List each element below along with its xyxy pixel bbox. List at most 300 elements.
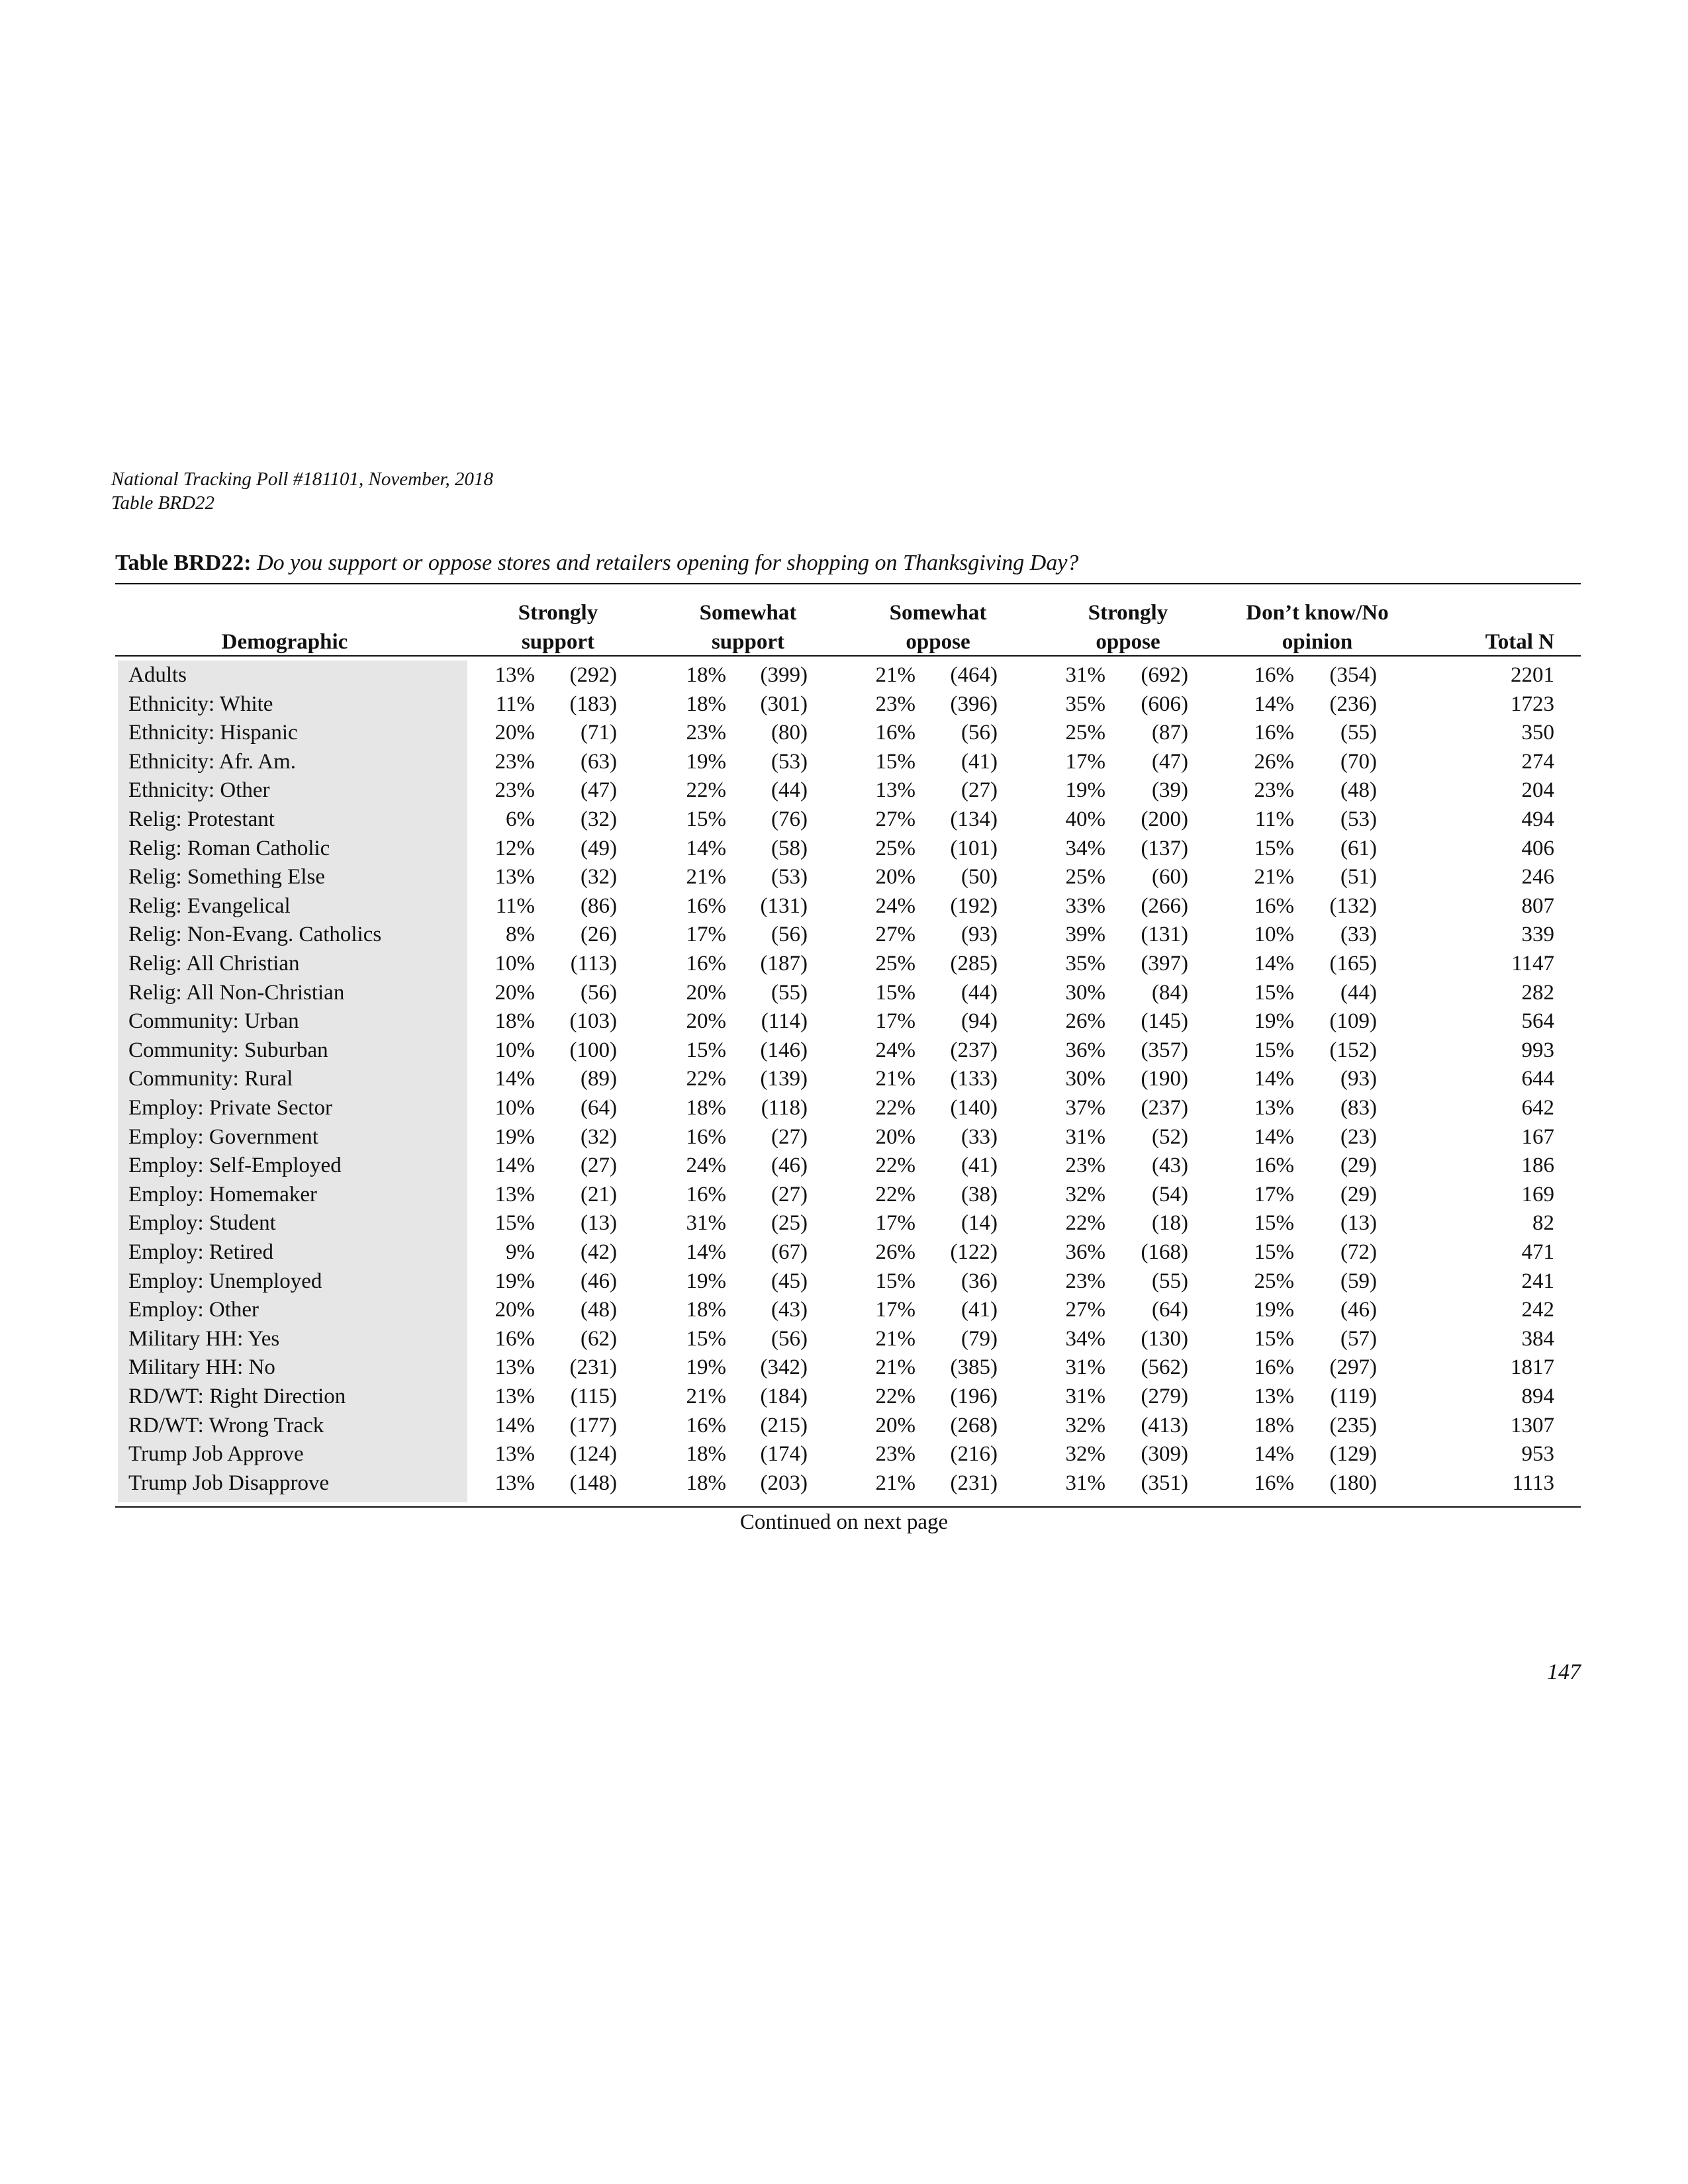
cell-total-n: 494 [1521, 807, 1554, 831]
cell-percent: 21% [1254, 865, 1294, 889]
cell-percent: 35% [1065, 692, 1105, 716]
demographic-label: Relig: Evangelical [128, 893, 291, 918]
cell-count: (56) [961, 721, 998, 745]
cell-count: (80) [771, 721, 808, 745]
cell-count: (39) [1152, 778, 1188, 803]
cell-percent: 14% [686, 1240, 726, 1264]
cell-percent: 13% [1254, 1096, 1294, 1120]
cell-count: (32) [581, 807, 617, 831]
table-row [0, 1324, 1688, 1353]
cell-percent: 11% [495, 893, 535, 918]
cell-total-n: 1113 [1512, 1471, 1554, 1495]
cell-total-n: 642 [1521, 1096, 1554, 1120]
cell-percent: 15% [875, 749, 915, 774]
cell-percent: 25% [1065, 721, 1105, 745]
cell-count: (79) [961, 1326, 998, 1351]
cell-count: (301) [760, 692, 808, 716]
demographic-label: Relig: Non-Evang. Catholics [128, 923, 382, 947]
cell-count: (27) [581, 1154, 617, 1178]
cell-percent: 11% [495, 692, 535, 716]
cell-percent: 30% [1065, 980, 1105, 1005]
cell-percent: 22% [875, 1154, 915, 1178]
cell-count: (26) [581, 923, 617, 947]
cell-percent: 16% [1254, 663, 1294, 687]
cell-count: (67) [771, 1240, 808, 1264]
table-caption-label: Table BRD22: [115, 551, 252, 575]
cell-count: (76) [771, 807, 808, 831]
cell-percent: 20% [686, 980, 726, 1005]
cell-percent: 21% [686, 865, 726, 889]
cell-percent: 16% [1254, 1355, 1294, 1380]
demographic-label: Employ: Retired [128, 1240, 274, 1264]
cell-percent: 31% [1065, 663, 1105, 687]
cell-count: (268) [950, 1413, 998, 1437]
table-top-rule [115, 583, 1581, 584]
cell-count: (237) [1141, 1096, 1188, 1120]
cell-percent: 10% [1254, 923, 1294, 947]
cell-percent: 39% [1065, 923, 1105, 947]
cell-percent: 27% [875, 807, 915, 831]
cell-percent: 14% [1254, 1124, 1294, 1149]
cell-count: (266) [1141, 893, 1188, 918]
cell-percent: 13% [494, 663, 535, 687]
cell-count: (180) [1329, 1471, 1377, 1495]
cell-percent: 32% [1065, 1442, 1105, 1467]
cell-total-n: 242 [1521, 1298, 1554, 1322]
cell-count: (413) [1141, 1413, 1188, 1437]
demographic-label: Relig: Roman Catholic [128, 836, 330, 860]
cell-percent: 14% [1254, 952, 1294, 976]
cell-count: (692) [1141, 663, 1188, 687]
cell-count: (48) [1340, 778, 1377, 803]
cell-count: (101) [950, 836, 998, 860]
cell-total-n: 204 [1521, 778, 1554, 803]
cell-percent: 35% [1065, 952, 1105, 976]
cell-percent: 15% [875, 1269, 915, 1293]
cell-percent: 16% [1254, 893, 1294, 918]
cell-count: (59) [1340, 1269, 1377, 1293]
cell-percent: 20% [686, 1009, 726, 1034]
cell-percent: 17% [875, 1298, 915, 1322]
cell-percent: 18% [686, 1096, 726, 1120]
table-row [0, 1267, 1688, 1296]
cell-percent: 13% [494, 1182, 535, 1206]
cell-percent: 17% [686, 923, 726, 947]
cell-percent: 10% [494, 1096, 535, 1120]
cell-percent: 18% [686, 1471, 726, 1495]
table-row [0, 1151, 1688, 1180]
demographic-label: Employ: Government [128, 1124, 318, 1149]
cell-count: (285) [950, 952, 998, 976]
cell-total-n: 274 [1521, 749, 1554, 774]
demographic-label: Adults [128, 663, 187, 687]
cell-count: (100) [569, 1038, 617, 1062]
table-row [0, 1411, 1688, 1440]
table-row [0, 776, 1688, 805]
cell-count: (137) [1141, 836, 1188, 860]
cell-percent: 13% [494, 1355, 535, 1380]
cell-percent: 19% [686, 749, 726, 774]
cell-count: (200) [1141, 807, 1188, 831]
cell-percent: 27% [1065, 1298, 1105, 1322]
cell-count: (397) [1141, 952, 1188, 976]
cell-total-n: 894 [1521, 1385, 1554, 1408]
cell-percent: 22% [875, 1096, 915, 1120]
page-number: 147 [1547, 1660, 1581, 1684]
cell-percent: 26% [875, 1240, 915, 1264]
cell-count: (29) [1340, 1154, 1377, 1178]
demographic-label: Trump Job Disapprove [128, 1471, 330, 1495]
running-header-title: National Tracking Poll #181101, November, 2018 [111, 469, 494, 490]
cell-count: (279) [1141, 1385, 1188, 1408]
cell-count: (183) [569, 692, 617, 716]
cell-percent: 10% [494, 1038, 535, 1062]
cell-percent: 13% [875, 778, 915, 803]
demographic-label: Community: Rural [128, 1067, 293, 1091]
cell-total-n: 246 [1521, 865, 1554, 889]
demographic-label: RD/WT: Wrong Track [128, 1413, 324, 1437]
cell-count: (357) [1141, 1038, 1188, 1062]
cell-percent: 20% [875, 1413, 915, 1437]
cell-percent: 13% [494, 1385, 535, 1408]
cell-percent: 17% [1065, 749, 1105, 774]
cell-count: (53) [771, 865, 808, 889]
cell-count: (18) [1152, 1211, 1188, 1236]
cell-percent: 31% [686, 1211, 726, 1236]
table-row [0, 1382, 1688, 1411]
cell-count: (25) [771, 1211, 808, 1236]
table-row [0, 690, 1688, 719]
cell-percent: 18% [686, 663, 726, 687]
cell-count: (49) [581, 836, 617, 860]
cell-count: (23) [1340, 1124, 1377, 1149]
cell-count: (177) [569, 1413, 617, 1437]
cell-count: (84) [1152, 980, 1188, 1005]
cell-percent: 37% [1065, 1096, 1105, 1120]
table-row [0, 1093, 1688, 1122]
cell-percent: 17% [875, 1211, 915, 1236]
cell-count: (63) [581, 749, 617, 774]
cell-count: (235) [1329, 1413, 1377, 1437]
cell-percent: 18% [686, 1442, 726, 1467]
cell-percent: 16% [1254, 1154, 1294, 1178]
cell-count: (140) [950, 1096, 998, 1120]
cell-total-n: 1723 [1511, 692, 1554, 716]
cell-count: (192) [950, 893, 998, 918]
cell-count: (45) [771, 1269, 808, 1293]
cell-count: (133) [950, 1067, 998, 1091]
cell-total-n: 1147 [1511, 952, 1554, 976]
cell-count: (13) [581, 1211, 617, 1236]
cell-count: (464) [950, 663, 998, 687]
cell-percent: 22% [1065, 1211, 1105, 1236]
cell-count: (64) [1152, 1298, 1188, 1322]
cell-percent: 15% [1254, 1240, 1294, 1264]
cell-count: (165) [1329, 952, 1377, 976]
cell-count: (58) [771, 836, 808, 860]
cell-percent: 36% [1065, 1240, 1105, 1264]
cell-count: (562) [1141, 1355, 1188, 1380]
cell-percent: 23% [875, 1442, 915, 1467]
cell-count: (83) [1340, 1096, 1377, 1120]
cell-count: (342) [760, 1355, 808, 1380]
cell-count: (46) [1340, 1298, 1377, 1322]
cell-percent: 22% [875, 1385, 915, 1408]
cell-count: (61) [1340, 836, 1377, 860]
cell-count: (146) [760, 1038, 808, 1062]
demographic-label: Ethnicity: Afr. Am. [128, 749, 296, 774]
cell-count: (124) [569, 1442, 617, 1467]
cell-count: (231) [569, 1355, 617, 1380]
cell-percent: 40% [1065, 807, 1105, 831]
cell-count: (56) [771, 923, 808, 947]
table-row [0, 862, 1688, 891]
cell-percent: 10% [494, 952, 535, 976]
cell-percent: 13% [494, 1471, 535, 1495]
cell-percent: 32% [1065, 1182, 1105, 1206]
cell-percent: 23% [494, 749, 535, 774]
cell-count: (89) [581, 1067, 617, 1091]
cell-count: (27) [961, 778, 998, 803]
cell-count: (55) [771, 980, 808, 1005]
cell-count: (54) [1152, 1182, 1188, 1206]
cell-percent: 15% [1254, 1211, 1294, 1236]
table-row [0, 1036, 1688, 1065]
cell-percent: 13% [494, 1442, 535, 1467]
cell-percent: 16% [686, 893, 726, 918]
cell-count: (396) [950, 692, 998, 716]
demographic-label: Relig: Something Else [128, 865, 325, 889]
cell-percent: 21% [875, 1067, 915, 1091]
cell-count: (187) [760, 952, 808, 976]
cell-count: (131) [1141, 923, 1188, 947]
cell-percent: 34% [1065, 836, 1105, 860]
cell-percent: 23% [1065, 1154, 1105, 1178]
cell-percent: 23% [875, 692, 915, 716]
cell-count: (53) [771, 749, 808, 774]
cell-percent: 14% [494, 1413, 535, 1437]
cell-count: (32) [581, 865, 617, 889]
demographic-label: Ethnicity: White [128, 692, 273, 716]
cell-count: (41) [961, 1298, 998, 1322]
cell-count: (43) [771, 1298, 808, 1322]
cell-count: (132) [1329, 893, 1377, 918]
cell-count: (122) [950, 1240, 998, 1264]
cell-count: (184) [760, 1385, 808, 1408]
table-row [0, 1122, 1688, 1152]
cell-percent: 16% [494, 1326, 535, 1351]
cell-total-n: 953 [1521, 1442, 1554, 1467]
cell-total-n: 241 [1521, 1269, 1554, 1293]
cell-percent: 16% [686, 1124, 726, 1149]
cell-percent: 17% [1254, 1182, 1294, 1206]
cell-count: (216) [950, 1442, 998, 1467]
cell-percent: 33% [1065, 893, 1105, 918]
cell-percent: 14% [1254, 1067, 1294, 1091]
cell-count: (114) [761, 1009, 808, 1034]
table-caption-question: Do you support or oppose stores and retailers opening for shopping on Thanksgiving Day? [257, 551, 1079, 575]
cell-count: (46) [581, 1269, 617, 1293]
cell-percent: 20% [875, 865, 915, 889]
cell-count: (64) [581, 1096, 617, 1120]
table-row [0, 1238, 1688, 1267]
cell-percent: 22% [686, 1067, 726, 1091]
demographic-label: RD/WT: Right Direction [128, 1385, 346, 1408]
cell-percent: 15% [686, 1038, 726, 1062]
cell-total-n: 807 [1521, 893, 1554, 918]
demographic-label: Community: Urban [128, 1009, 299, 1034]
cell-total-n: 169 [1521, 1182, 1554, 1206]
cell-percent: 16% [1254, 721, 1294, 745]
cell-count: (51) [1340, 865, 1377, 889]
cell-count: (44) [961, 980, 998, 1005]
cell-percent: 25% [875, 952, 915, 976]
cell-total-n: 350 [1521, 721, 1554, 745]
table-row [0, 834, 1688, 863]
cell-percent: 21% [875, 663, 915, 687]
cell-percent: 19% [1254, 1298, 1294, 1322]
cell-count: (48) [581, 1298, 617, 1322]
demographic-label: Ethnicity: Hispanic [128, 721, 298, 745]
cell-percent: 20% [494, 980, 535, 1005]
cell-count: (87) [1152, 721, 1188, 745]
cell-percent: 16% [686, 952, 726, 976]
cell-total-n: 82 [1532, 1211, 1554, 1236]
demographic-label: Employ: Private Sector [128, 1096, 332, 1120]
cell-count: (27) [771, 1182, 808, 1206]
cell-count: (103) [569, 1009, 617, 1034]
table-row [0, 1439, 1688, 1469]
col-header-strongly-oppose: Strongly oppose [1088, 601, 1168, 654]
cell-count: (41) [961, 1154, 998, 1178]
demographic-label: Employ: Other [128, 1298, 259, 1322]
cell-count: (129) [1329, 1442, 1377, 1467]
table-row [0, 949, 1688, 978]
cell-count: (33) [1340, 923, 1377, 947]
cell-percent: 31% [1065, 1355, 1105, 1380]
cell-percent: 31% [1065, 1471, 1105, 1495]
cell-percent: 18% [686, 692, 726, 716]
cell-percent: 25% [1254, 1269, 1294, 1293]
cell-count: (231) [950, 1471, 998, 1495]
cell-count: (43) [1152, 1154, 1188, 1178]
cell-percent: 8% [506, 923, 535, 947]
cell-count: (190) [1141, 1067, 1188, 1091]
cell-percent: 31% [1065, 1124, 1105, 1149]
table-row [0, 891, 1688, 921]
cell-count: (139) [760, 1067, 808, 1091]
cell-total-n: 186 [1521, 1154, 1554, 1178]
cell-count: (56) [581, 980, 617, 1005]
cell-total-n: 564 [1521, 1009, 1554, 1034]
cell-count: (44) [771, 778, 808, 803]
cell-percent: 32% [1065, 1413, 1105, 1437]
cell-count: (14) [961, 1211, 998, 1236]
cell-percent: 14% [494, 1067, 535, 1091]
running-header-table-id: Table BRD22 [111, 492, 215, 514]
cell-percent: 6% [506, 807, 535, 831]
cell-count: (385) [950, 1355, 998, 1380]
cell-percent: 19% [494, 1269, 535, 1293]
cell-count: (33) [961, 1124, 998, 1149]
cell-percent: 21% [686, 1385, 726, 1408]
cell-total-n: 471 [1521, 1240, 1554, 1264]
cell-count: (354) [1329, 663, 1377, 687]
cell-percent: 19% [686, 1269, 726, 1293]
cell-percent: 26% [1254, 749, 1294, 774]
demographic-label: Employ: Self-Employed [128, 1154, 342, 1178]
cell-count: (351) [1141, 1471, 1188, 1495]
cell-count: (168) [1141, 1240, 1188, 1264]
cell-percent: 16% [1254, 1471, 1294, 1495]
cell-count: (47) [1152, 749, 1188, 774]
cell-percent: 13% [494, 865, 535, 889]
table-row [0, 1064, 1688, 1093]
cell-count: (309) [1141, 1442, 1188, 1467]
cell-count: (70) [1340, 749, 1377, 774]
table-row [0, 805, 1688, 834]
cell-total-n: 993 [1521, 1038, 1554, 1062]
cell-count: (27) [771, 1124, 808, 1149]
col-header-strongly-support: Strongly support [518, 601, 598, 654]
cell-percent: 19% [494, 1124, 535, 1149]
table-row [0, 1007, 1688, 1036]
cell-count: (21) [581, 1182, 617, 1206]
cell-count: (131) [760, 893, 808, 918]
cell-count: (145) [1141, 1009, 1188, 1034]
cell-percent: 15% [686, 807, 726, 831]
cell-count: (36) [961, 1269, 998, 1293]
demographic-label: Employ: Homemaker [128, 1182, 318, 1206]
cell-count: (53) [1340, 807, 1377, 831]
demographic-label: Ethnicity: Other [128, 778, 270, 803]
table-caption [115, 551, 1078, 576]
cell-count: (94) [961, 1009, 998, 1034]
demographic-label: Relig: All Christian [128, 952, 300, 976]
cell-percent: 20% [875, 1124, 915, 1149]
demographic-label: Military HH: Yes [128, 1326, 280, 1351]
col-header-somewhat-support: Somewhat support [699, 601, 797, 654]
cell-count: (38) [961, 1182, 998, 1206]
table-row [0, 660, 1688, 690]
cell-count: (148) [569, 1471, 617, 1495]
cell-percent: 9% [506, 1240, 535, 1264]
cell-total-n: 167 [1521, 1124, 1554, 1149]
cell-total-n: 1307 [1511, 1413, 1554, 1437]
col-header-somewhat-oppose: Somewhat oppose [889, 601, 987, 654]
cell-percent: 23% [686, 721, 726, 745]
cell-count: (32) [581, 1124, 617, 1149]
demographic-label: Community: Suburban [128, 1038, 328, 1062]
cell-percent: 27% [875, 923, 915, 947]
cell-percent: 21% [875, 1326, 915, 1351]
cell-count: (29) [1340, 1182, 1377, 1206]
cell-percent: 21% [875, 1471, 915, 1495]
cell-count: (50) [961, 865, 998, 889]
cell-percent: 16% [875, 721, 915, 745]
cell-percent: 31% [1065, 1385, 1105, 1408]
cell-percent: 14% [686, 836, 726, 860]
cell-percent: 15% [1254, 836, 1294, 860]
cell-count: (55) [1152, 1269, 1188, 1293]
cell-percent: 11% [1254, 807, 1294, 831]
table-row [0, 1208, 1688, 1238]
demographic-label: Trump Job Approve [128, 1442, 304, 1467]
cell-count: (119) [1330, 1385, 1377, 1408]
cell-count: (130) [1141, 1326, 1188, 1351]
cell-percent: 16% [686, 1413, 726, 1437]
table-row [0, 1180, 1688, 1209]
